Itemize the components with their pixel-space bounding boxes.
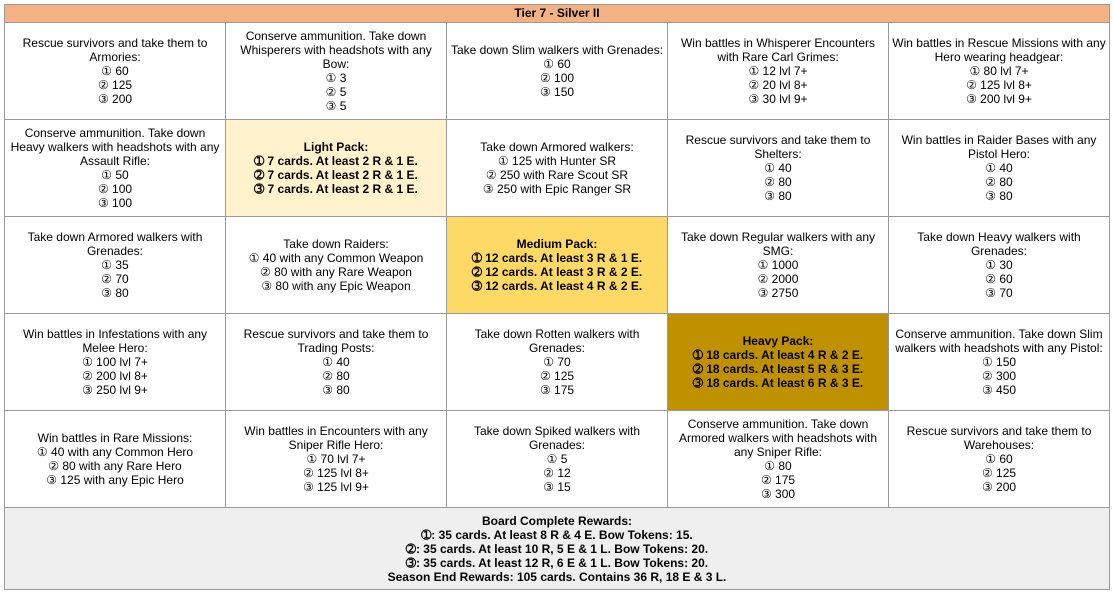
goal-line: ② 2000: [757, 272, 799, 286]
challenge-cell: [889, 23, 1110, 120]
goal-line: ③ 150: [539, 85, 575, 99]
goal-line: ② 125: [539, 369, 575, 383]
goal-line: ② 80: [322, 369, 350, 383]
goal-line: ③ 30 lvl 9+: [748, 92, 808, 106]
challenge-text: Conserve ammunition. Take down Slim walkers with headshots with any Pistol:: [895, 327, 1103, 355]
challenge-cell: [668, 217, 889, 314]
reward-tier-2: ➁: 35 cards. At least 10 R, 5 E & 1 L. Bow Tokens: 20.: [405, 541, 709, 556]
challenge-text: Take down Heavy walkers with Grenades:: [917, 230, 1081, 258]
goal-line: ③ 300: [760, 487, 796, 501]
goal-line: ② 300: [981, 369, 1017, 383]
challenge-text: Win battles in Infestations with any Melee Hero:: [22, 327, 208, 355]
medium-pack-cell: [447, 217, 668, 314]
reward-tier-1: ➀: 35 cards. At least 8 R & 4 E. Bow Tokens: 15.: [421, 527, 693, 542]
pack-reward-line: ➀ 12 cards. At least 3 R & 1 E.: [471, 251, 643, 265]
challenge-cell: [447, 23, 668, 120]
challenge-cell: [226, 314, 447, 411]
goal-line: ③ 80 with any Epic Weapon: [261, 279, 411, 293]
challenge-cell: [5, 411, 226, 508]
pack-title: Heavy Pack:: [742, 334, 814, 348]
challenge-text: Conserve ammunition. Take down Heavy walkers with headshots with any Assault Rifle:: [10, 126, 220, 168]
challenge-cell: [889, 217, 1110, 314]
season-end-rewards: Season End Rewards: 105 cards. Contains 36 R, 18 E & 3 L.: [387, 569, 727, 584]
challenge-text: Take down Armored walkers:: [480, 140, 634, 154]
challenge-cell: [889, 411, 1110, 508]
goal-line: ② 60: [985, 272, 1013, 286]
title-row: [5, 5, 1110, 23]
challenge-text: Take down Regular walkers with any SMG:: [680, 230, 876, 258]
goal-line: ② 12: [543, 466, 571, 480]
challenge-cell: [447, 314, 668, 411]
challenge-cell: [5, 217, 226, 314]
challenge-cell: [226, 23, 447, 120]
goal-line: ① 40: [322, 355, 350, 369]
goal-line: ② 80: [764, 175, 792, 189]
pack-title: Light Pack:: [303, 140, 369, 154]
goal-line: ③ 2750: [757, 286, 799, 300]
goal-line: ③ 250 lvl 9+: [82, 383, 148, 397]
goal-line: ① 60: [101, 64, 129, 78]
challenge-text: Rescue survivors and take them to Armories:: [22, 36, 208, 64]
goal-line: ② 5: [325, 85, 347, 99]
board-row: [5, 217, 1110, 314]
goal-line: ③ 200: [97, 92, 133, 106]
tier-board: [4, 4, 1110, 590]
goal-line: ① 40: [985, 161, 1013, 175]
goal-line: ③ 80: [985, 189, 1013, 203]
board-title: Tier 7 - Silver II: [5, 5, 1110, 23]
goal-line: ① 3: [325, 71, 347, 85]
goal-line: ② 80 with any Rare Hero: [48, 459, 182, 473]
challenge-cell: [226, 411, 447, 508]
goal-line: ③ 80: [764, 189, 792, 203]
goal-line: ① 150: [981, 355, 1017, 369]
goal-line: ① 125 with Hunter SR: [497, 154, 617, 168]
challenge-text: Rescue survivors and take them to Trading Posts:: [243, 327, 429, 355]
goal-line: ② 80: [985, 175, 1013, 189]
challenge-cell: [447, 411, 668, 508]
pack-reward-line: ➁ 12 cards. At least 3 R & 2 E.: [471, 265, 643, 279]
goal-line: ② 125 lvl 8+: [966, 78, 1032, 92]
challenge-cell: [5, 314, 226, 411]
board-row: [5, 411, 1110, 508]
challenge-text: Rescue survivors and take them to Warehouses:: [906, 424, 1092, 452]
goal-line: ① 80: [764, 459, 792, 473]
goal-line: ③ 200 lvl 9+: [966, 92, 1032, 106]
challenge-text: Take down Rotten walkers with Grenades:: [474, 327, 640, 355]
reward-tier-3: ➂: 35 cards. At least 12 R, 6 E & 1 L. Bow Tokens: 20.: [405, 555, 709, 570]
challenge-text: Take down Spiked walkers with Grenades:: [473, 424, 641, 452]
goal-line: ③ 200: [981, 480, 1017, 494]
challenge-text: Win battles in Rare Missions:: [37, 431, 193, 445]
goal-line: ② 125: [981, 466, 1017, 480]
challenge-text: Win battles in Whisperer Encounters with Rare Carl Grimes:: [680, 36, 876, 64]
footer-row: [5, 508, 1110, 590]
challenge-cell: [668, 23, 889, 120]
goal-line: ② 100: [539, 71, 575, 85]
goal-line: ② 100: [97, 182, 133, 196]
goal-line: ③ 450: [981, 383, 1017, 397]
pack-reward-line: ➂ 12 cards. At least 4 R & 2 E.: [471, 279, 643, 293]
goal-line: ③ 80: [101, 286, 129, 300]
heavy-pack-cell: [668, 314, 889, 411]
challenge-text: Win battles in Rescue Missions with any Hero wearing headgear:: [892, 36, 1106, 64]
challenge-text: Take down Armored walkers with Grenades:: [27, 230, 203, 258]
goal-line: ① 80 lvl 7+: [969, 64, 1029, 78]
goal-line: ③ 70: [985, 286, 1013, 300]
pack-reward-line: ➀ 18 cards. At least 4 R & 2 E.: [692, 348, 864, 362]
goal-line: ① 1000: [757, 258, 799, 272]
goal-line: ③ 100: [97, 196, 133, 210]
challenge-cell: [668, 120, 889, 217]
goal-line: ③ 80: [322, 383, 350, 397]
pack-reward-line: ➂ 18 cards. At least 6 R & 3 E.: [692, 376, 864, 390]
goal-line: ② 80 with any Rare Weapon: [260, 265, 412, 279]
challenge-cell: [889, 314, 1110, 411]
pack-reward-line: ➂ 7 cards. At least 2 R & 1 E.: [254, 182, 418, 196]
goal-line: ① 40 with any Common Weapon: [248, 251, 424, 265]
goal-line: ① 40: [764, 161, 792, 175]
goal-line: ③ 250 with Epic Ranger SR: [482, 182, 632, 196]
challenge-text: Win battles in Encounters with any Sniper Rifle Hero:: [244, 424, 428, 452]
board-complete-rewards: [5, 508, 1110, 590]
board-row: [5, 314, 1110, 411]
rewards-heading: Board Complete Rewards:: [481, 513, 633, 528]
goal-line: ③ 15: [543, 480, 571, 494]
goal-line: ① 100 lvl 7+: [82, 355, 148, 369]
pack-reward-line: ➀ 7 cards. At least 2 R & 1 E.: [254, 154, 418, 168]
light-pack-cell: [226, 120, 447, 217]
challenge-cell: [226, 217, 447, 314]
goal-line: ② 125: [97, 78, 133, 92]
goal-line: ① 60: [985, 452, 1013, 466]
challenge-cell: [5, 23, 226, 120]
goal-line: ③ 125 lvl 9+: [303, 480, 369, 494]
challenge-text: Rescue survivors and take them to Shelters:: [685, 133, 871, 161]
board-row: [5, 23, 1110, 120]
goal-line: ② 125 lvl 8+: [303, 466, 369, 480]
goal-line: ① 5: [546, 452, 568, 466]
challenge-cell: [668, 411, 889, 508]
pack-reward-line: ➁ 7 cards. At least 2 R & 1 E.: [254, 168, 418, 182]
goal-line: ① 12 lvl 7+: [748, 64, 808, 78]
goal-line: ② 70: [101, 272, 129, 286]
goal-line: ③ 125 with any Epic Hero: [46, 473, 184, 487]
challenge-cell: [889, 120, 1110, 217]
challenge-text: Conserve ammunition. Take down Whisperers with headshots with any Bow:: [240, 29, 432, 71]
pack-reward-line: ➁ 18 cards. At least 5 R & 3 E.: [692, 362, 864, 376]
goal-line: ③ 175: [539, 383, 575, 397]
goal-line: ① 70: [543, 355, 571, 369]
challenge-cell: [5, 120, 226, 217]
goal-line: ② 250 with Rare Scout SR: [485, 168, 629, 182]
goal-line: ② 175: [760, 473, 796, 487]
goal-line: ① 50: [101, 168, 129, 182]
goal-line: ① 30: [985, 258, 1013, 272]
goal-line: ① 35: [101, 258, 129, 272]
challenge-text: Take down Slim walkers with Grenades:: [450, 43, 664, 57]
challenge-cell: [447, 120, 668, 217]
board-row: [5, 120, 1110, 217]
challenge-text: Conserve ammunition. Take down Armored walkers with headshots with any Sniper Rifle:: [678, 417, 878, 459]
goal-line: ① 60: [543, 57, 571, 71]
goal-line: ② 200 lvl 8+: [82, 369, 148, 383]
pack-title: Medium Pack:: [516, 237, 598, 251]
goal-line: ② 20 lvl 8+: [748, 78, 808, 92]
challenge-text: Win battles in Raider Bases with any Pistol Hero:: [901, 133, 1097, 161]
goal-line: ③ 5: [325, 99, 347, 113]
challenge-text: Take down Raiders:: [283, 237, 389, 251]
goal-line: ① 70 lvl 7+: [306, 452, 366, 466]
goal-line: ① 40 with any Common Hero: [36, 445, 194, 459]
